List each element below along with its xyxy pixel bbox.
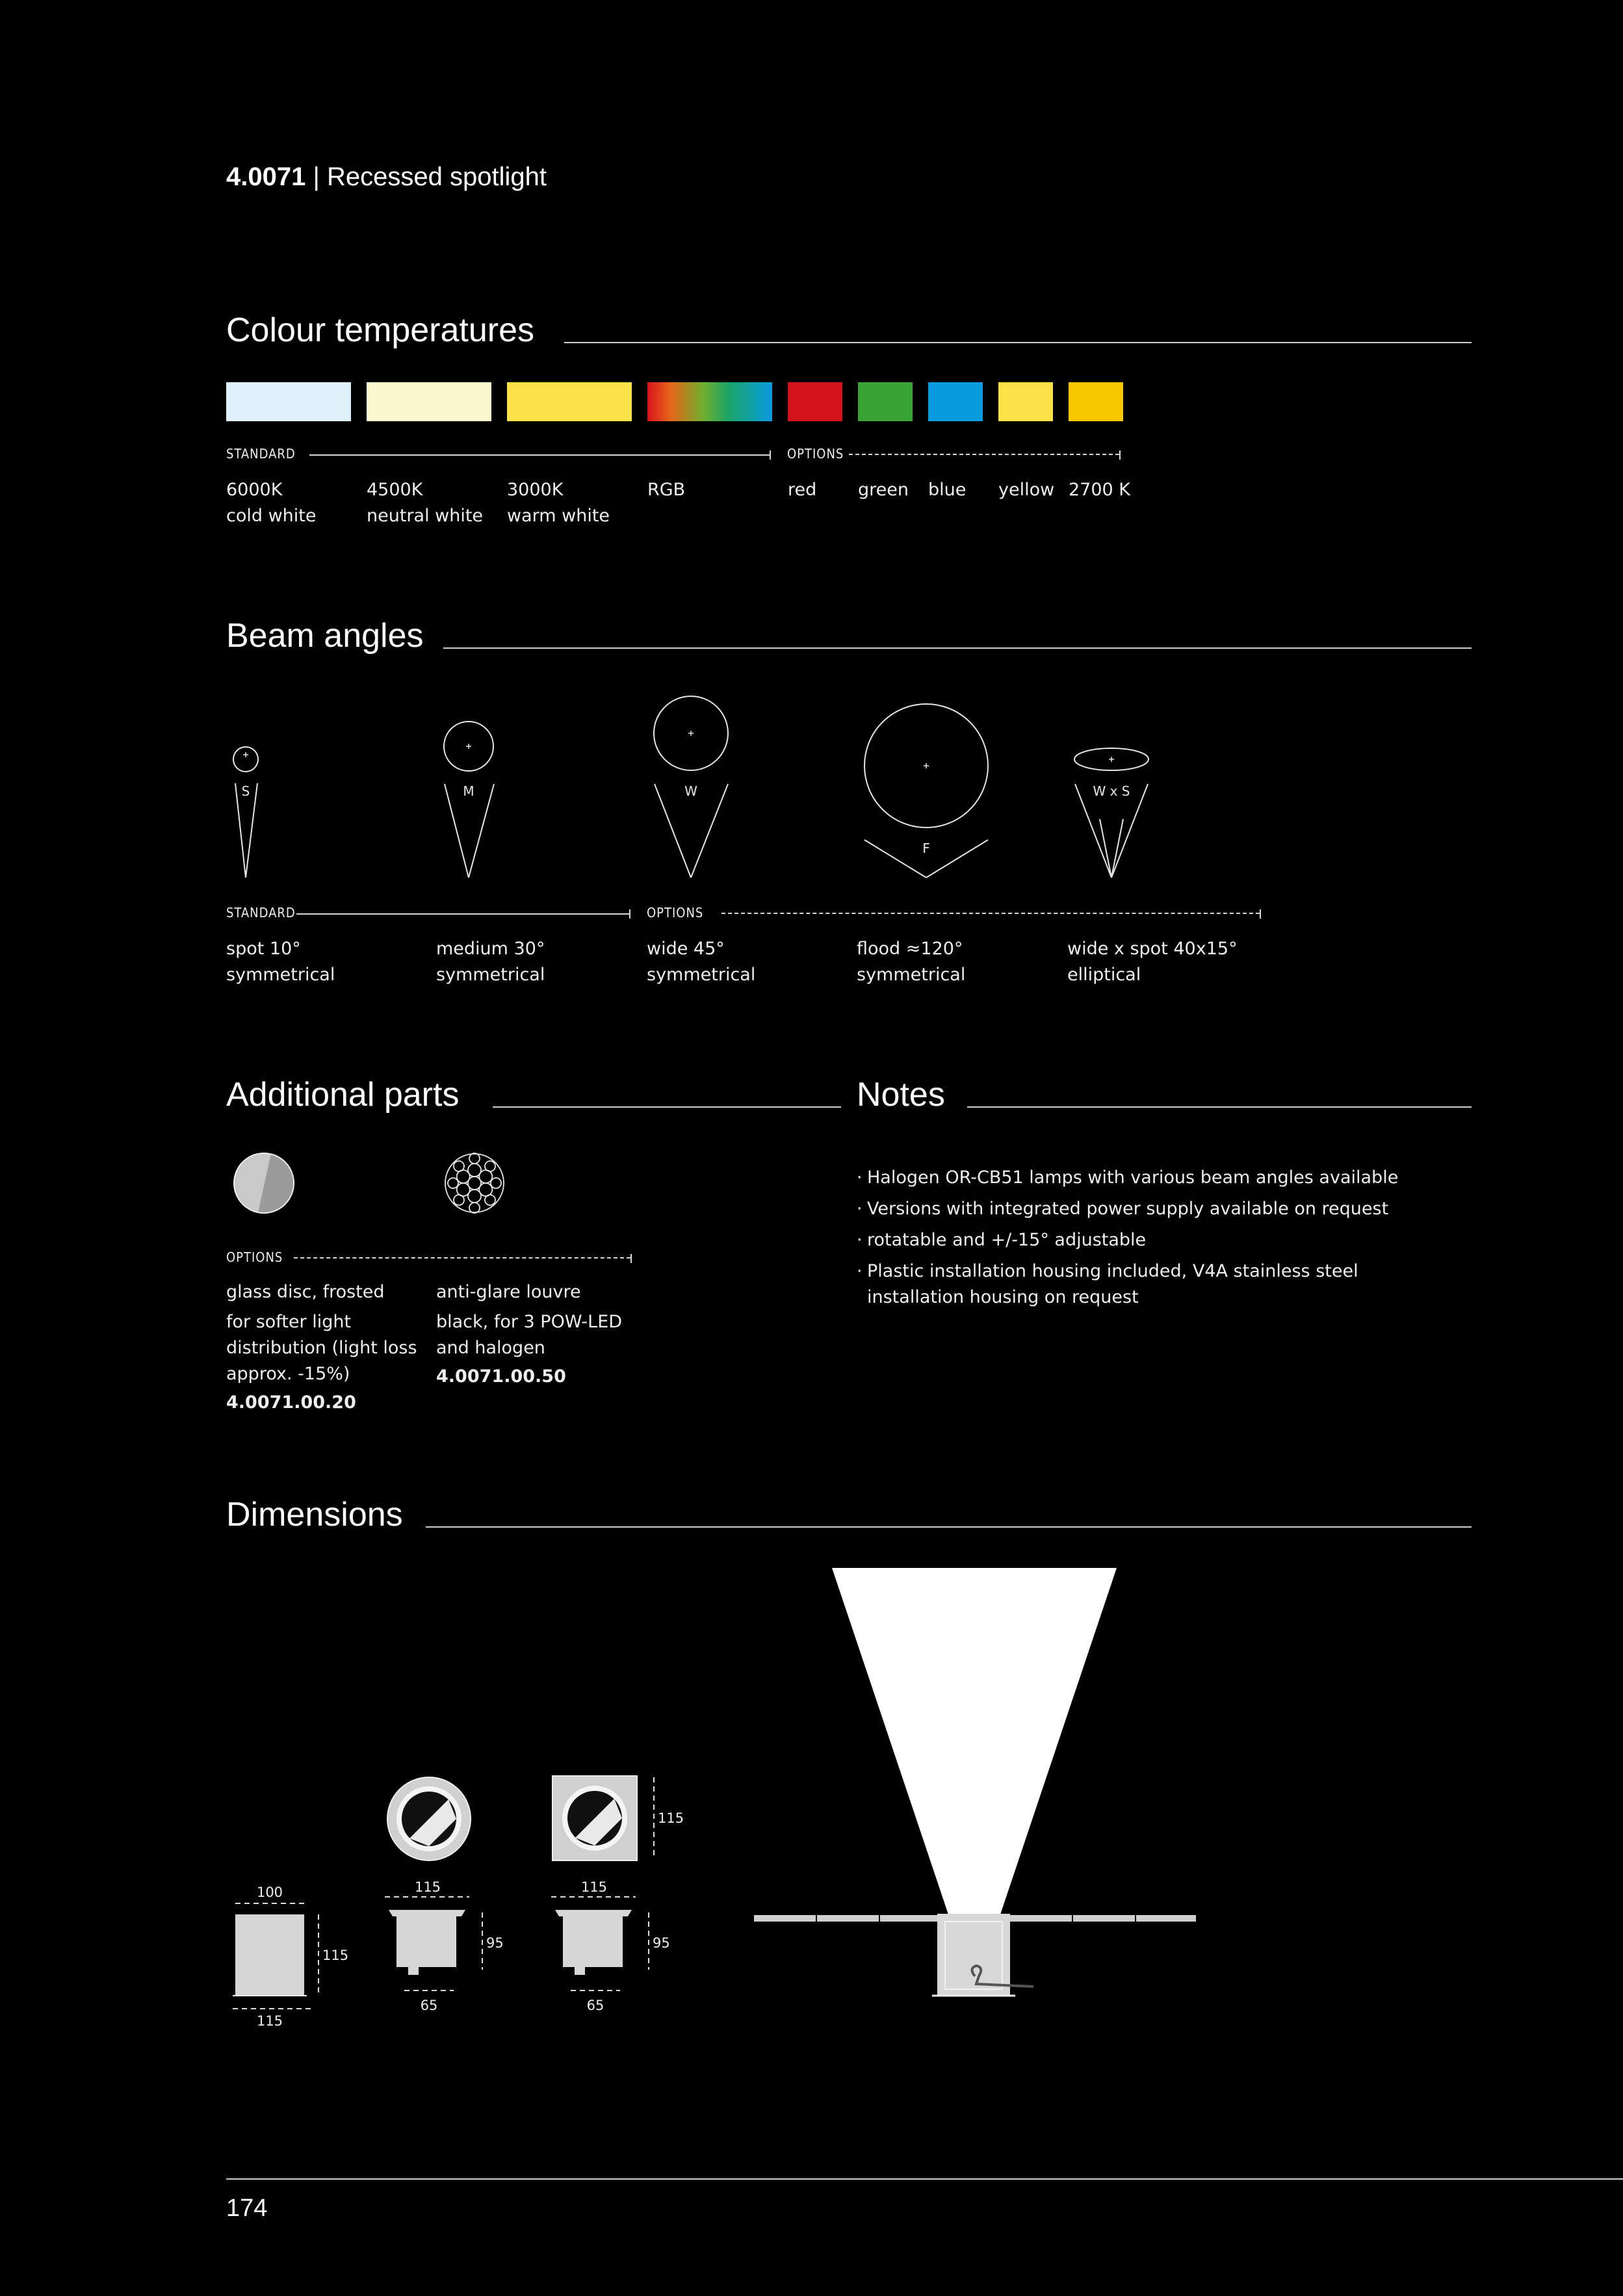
beam-options-label: OPTIONS	[647, 905, 704, 920]
beam-standard-end	[629, 909, 630, 919]
parts-options-line	[294, 1257, 630, 1259]
colour-label-rgb: RGB	[647, 480, 686, 500]
beam-angles-rule	[443, 647, 1472, 649]
product-code: 4.0071	[226, 163, 306, 191]
round-width-bottom: 65	[420, 1998, 438, 2013]
flood-symbol: F	[922, 841, 930, 856]
notes-list	[857, 1165, 1442, 1311]
part-louvre-title: anti-glare louvre	[436, 1282, 581, 1302]
colour-standard-label: STANDARD	[226, 446, 296, 462]
part-glass-disc-code: 4.0071.00.20	[226, 1392, 356, 1413]
colour-label-green: green	[858, 480, 909, 500]
wide-x-spot-symbol: W x S	[1093, 783, 1130, 799]
colour-options-label: OPTIONS	[787, 446, 844, 462]
parts-options-label: OPTIONS	[226, 1249, 283, 1265]
housing-width-bottom: 115	[256, 2013, 283, 2028]
housing-height: 115	[322, 1948, 349, 1963]
beam-label-flood: flood ≈120° symmetrical	[857, 939, 966, 985]
colour-label-blue: blue	[928, 480, 967, 500]
note-item: · rotatable and +/-15° adjustable	[857, 1230, 1147, 1250]
installed-light-beam-illustration	[747, 1560, 1202, 2015]
beam-options-line	[721, 913, 1260, 914]
swatch-yellow	[998, 382, 1053, 421]
colour-label-4500k: 4500K neutral white	[367, 480, 484, 526]
square-spotlight-front-icon	[550, 1773, 693, 1864]
colour-label-6000k: 6000K cold white	[226, 480, 317, 526]
colour-standard-end	[770, 450, 771, 460]
swatch-green	[858, 382, 913, 421]
colour-options-line	[849, 454, 1119, 455]
spot-symbol: S	[241, 783, 250, 799]
part-louvre: anti-glare louvre black, for 3 POW-LED and halogen 4.0071.00.50	[436, 1279, 622, 1390]
beam-angles-heading: Beam angles	[226, 617, 424, 655]
note-item: · Plastic installation housing included, V4A stainless steel installation housing on request	[857, 1261, 1358, 1307]
swatch-red	[788, 382, 842, 421]
part-glass-disc-title: glass disc, frosted	[226, 1282, 385, 1302]
wide-x-spot-beam-icon	[1074, 748, 1149, 878]
swatch-6000k	[226, 382, 351, 421]
page-title	[226, 163, 547, 192]
light-beam-cone	[832, 1568, 1117, 1916]
dimensions-heading: Dimensions	[226, 1496, 403, 1533]
part-louvre-code: 4.0071.00.50	[436, 1366, 566, 1387]
colour-options-end	[1119, 450, 1121, 460]
spot-beam-icon	[233, 747, 258, 878]
footer-rule	[226, 2178, 1623, 2180]
additional-parts-heading: Additional parts	[226, 1076, 460, 1114]
beam-label-wide: wide 45° symmetrical	[647, 939, 756, 985]
square-height: 95	[653, 1935, 670, 1951]
swatch-2700k	[1069, 382, 1123, 421]
colour-label-3000k: 3000K warm white	[507, 480, 610, 526]
medium-symbol: M	[463, 783, 474, 799]
housing-width-top: 100	[256, 1885, 283, 1900]
colour-label-2700k: 2700 K	[1069, 480, 1131, 500]
square-spotlight-side-drawing	[543, 1876, 686, 2019]
beam-label-wide-x-spot: wide x spot 40x15° elliptical	[1067, 939, 1238, 985]
swatch-3000k	[507, 382, 632, 421]
parts-options-end	[630, 1254, 632, 1263]
round-spotlight-front-icon	[383, 1773, 474, 1864]
round-width-top: 115	[414, 1879, 441, 1895]
installation-housing-drawing	[221, 1872, 351, 2028]
swatch-4500k	[367, 382, 491, 421]
square-width-bottom: 65	[586, 1998, 604, 2013]
frosted-glass-disc-icon	[231, 1151, 296, 1216]
swatch-rgb	[647, 382, 772, 421]
beam-label-spot: spot 10° symmetrical	[226, 939, 335, 985]
colour-standard-line	[309, 454, 770, 456]
beam-standard-label: STANDARD	[226, 905, 296, 920]
beam-angle-diagrams	[214, 689, 1176, 884]
round-spotlight-side-drawing	[377, 1876, 520, 2019]
title-separator: |	[313, 163, 320, 191]
colour-temperatures-heading: Colour temperatures	[226, 311, 534, 349]
beam-options-end	[1260, 909, 1261, 919]
colour-temperatures-rule	[564, 342, 1472, 343]
medium-beam-icon	[444, 722, 494, 878]
round-height: 95	[486, 1935, 504, 1951]
square-face-size: 115	[658, 1810, 684, 1826]
part-glass-disc: glass disc, frosted for softer light distribution (light loss approx. -15%) 4.0071.00.20	[226, 1279, 417, 1416]
colour-label-yellow: yellow	[998, 480, 1055, 500]
square-width-top: 115	[580, 1879, 608, 1895]
notes-rule	[967, 1106, 1472, 1108]
additional-parts-rule	[493, 1106, 841, 1108]
note-item: · Versions with integrated power supply available on request	[857, 1199, 1389, 1219]
page-number: 174	[226, 2195, 268, 2222]
colour-label-red: red	[788, 480, 817, 500]
beam-label-medium: medium 30° symmetrical	[436, 939, 545, 985]
note-item: · Halogen OR-CB51 lamps with various beam angles available	[857, 1168, 1399, 1188]
wide-symbol: W	[684, 783, 697, 799]
product-name: Recessed spotlight	[326, 163, 547, 191]
swatch-blue	[928, 382, 983, 421]
beam-standard-line	[296, 913, 629, 915]
anti-glare-louvre-icon	[442, 1151, 507, 1216]
dimensions-rule	[426, 1526, 1472, 1528]
notes-heading: Notes	[857, 1076, 945, 1114]
